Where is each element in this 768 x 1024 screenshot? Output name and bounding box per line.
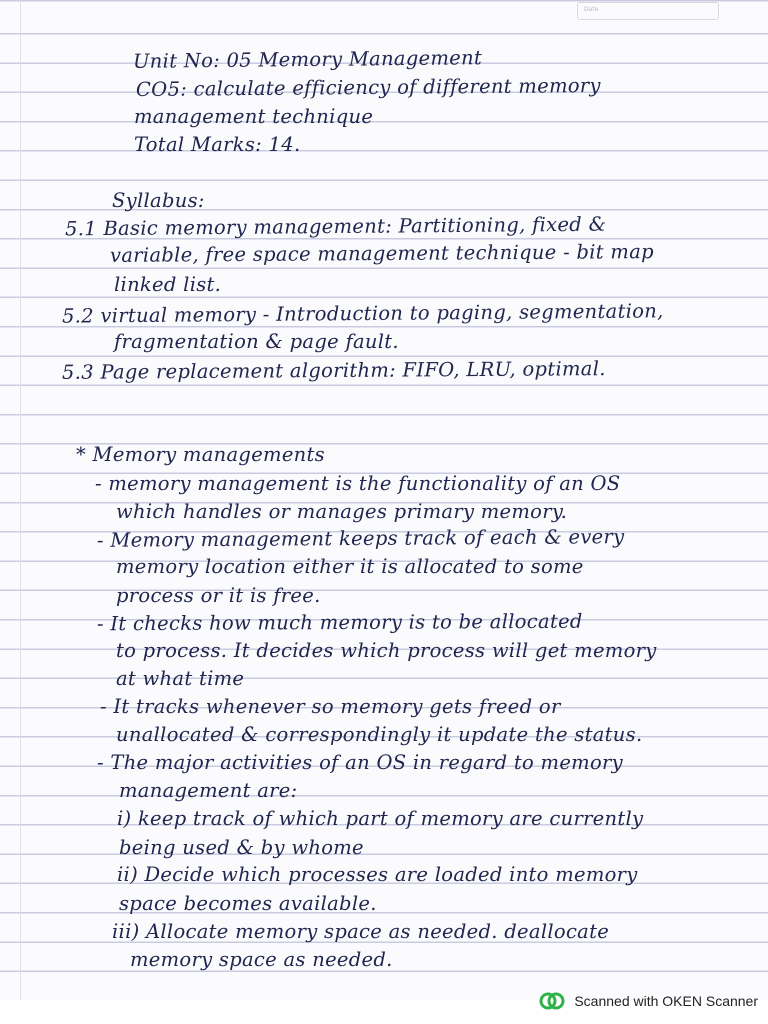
heading-line: Total Marks: 14. [134,133,301,156]
note-line: unallocated & correspondingly it update the status. [116,723,643,746]
note-line: iii) Allocate memory space as needed. deallocate [112,920,610,943]
note-line: ii) Decide which processes are loaded into memory [117,863,638,886]
note-line: at what time [116,667,245,690]
syllabus-line: 5.3 Page replacement algorithm: FIFO, LRU, optimal. [61,357,606,384]
note-line: space becomes available. [119,892,377,915]
section-title: * Memory managements [76,443,325,466]
note-line: memory location either it is allocated to some [116,555,584,578]
note-line: - It tracks whenever so memory gets freed or [100,695,561,718]
note-line: - It checks how much memory is to be allocated [96,609,583,636]
note-line: process or it is free. [116,584,321,607]
syllabus-line: variable, free space management technique - bit map [109,240,654,267]
note-line: - The major activities of an OS in regard to memory [97,751,623,774]
heading-line: management technique [134,105,374,128]
note-line: to process. It decides which process will get memory [116,639,657,662]
scanner-watermark [539,990,758,1012]
note-line: - Memory management keeps track of each & every [96,525,625,552]
syllabus-title: Syllabus: [112,189,205,212]
note-line: which handles or manages primary memory. [116,500,568,523]
page-margin-line [20,0,21,1000]
syllabus-line: fragmentation & page fault. [114,330,399,353]
syllabus-line: 5.1 Basic memory management: Partitioning, fixed & [64,212,607,241]
note-line: being used & by whome [119,836,364,859]
syllabus-line: linked list. [114,273,222,296]
heading-line: Unit No: 05 Memory Management [132,46,483,73]
scanner-label: Scanned with OKEN Scanner [574,993,758,1009]
note-line: memory space as needed. [130,948,393,971]
oken-scanner-icon [539,990,565,1012]
note-line: i) keep track of which part of memory are currently [117,807,644,830]
date-box [577,2,719,20]
note-line: - memory management is the functionality of an OS [95,472,621,495]
date-box-label: Date [584,6,599,13]
syllabus-line: 5.2 virtual memory - Introduction to paging, segmentation, [61,299,664,328]
note-line: management are: [119,779,298,802]
heading-line: CO5: calculate efficiency of different memory [135,73,601,102]
